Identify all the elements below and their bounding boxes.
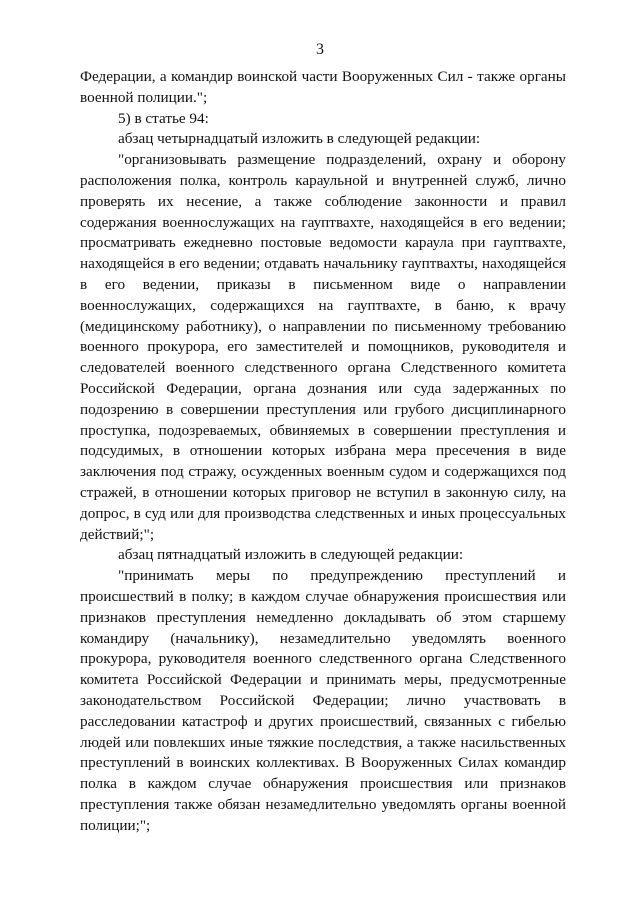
paragraph-abzac-14-heading: абзац четырнадцатый изложить в следующей редакции: <box>118 130 481 148</box>
paragraph-abzac-14-text: "организовывать размещение подразделений, охрану и оборону расположения полка, контроль караульной и внутренней служб, лично проверять их несение, а также соблюдение законности и правил содержания военнослужащих на гауптвахте, находящейся в его ведении; просматривать ежедневно постовые ведомости караула при гауптвахте, находящейся в его ведении; отдавать начальнику гауптвахты, находящейся в его ведении, приказы в письменном виде о направлении военнослужащих, содержащихся на гауптвахте, в баню, к врачу (медицинскому работнику), о направлении по письменному требованию военного прокурора, его заместителей и помощников, руководителя и следователей военного следственного органа Следственного комитета Российской Федерации, органа дознания или суда задержанных по подозрению в совершении преступления или грубого дисциплинарного проступка, подозреваемых, обвиняемых в совершении преступления и подсудимых, в отношении которых избрана мера пресечения в виде заключения под стражу, осужденных военным судом и содержащихся под стражей, в отношении которых приговор не вступил в законную силу, на допрос, в суд или для производства следственных и иных процессуальных действий;"; <box>80 151 566 543</box>
paragraph-abzac-15-heading: абзац пятнадцатый изложить в следующей редакции: <box>118 546 464 564</box>
document-body <box>80 67 566 836</box>
page-number: 3 <box>316 41 324 58</box>
paragraph-continuation: Федерации, а командир воинской части Вооруженных Сил - также органы военной полиции."; <box>80 68 566 106</box>
paragraph-article-ref: 5) в статье 94: <box>118 109 209 127</box>
paragraph-abzac-15-text: "принимать меры по предупреждению преступлений и происшествий в полку; в каждом случае обнаружения происшествия или признаков преступления немедленно докладывать об этом старшему командиру (начальнику), незамедлительно уведомлять военного прокурора, руководителя военного следственного органа Следственного комитета Российской Федерации и принимать меры, предусмотренные законодательством Российской Федерации; лично участвовать в расследовании катастроф и других происшествий, связанных с гибелью людей или повлекших иные тяжкие последствия, а также насильственных преступлений в воинских коллективах. В Вооруженных Силах командир полка в каждом случае обнаружения происшествия или признаков преступления также обязан незамедлительно уведомлять органы военной полиции;"; <box>80 567 566 834</box>
